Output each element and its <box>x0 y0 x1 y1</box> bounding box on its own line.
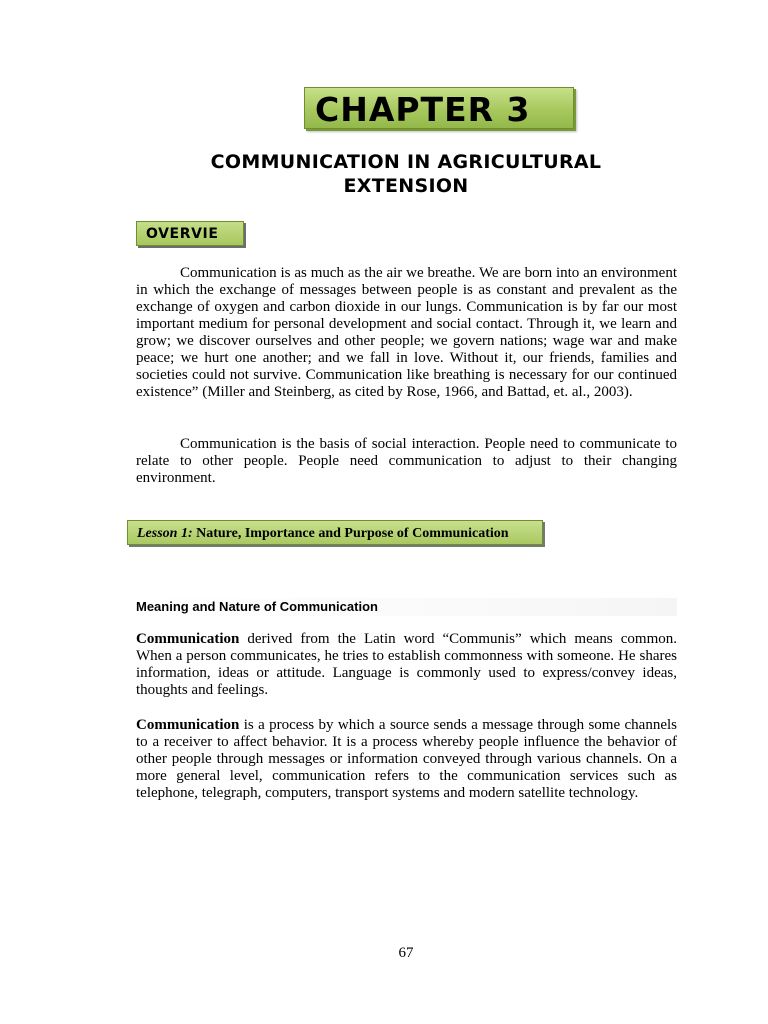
section-paragraph-1 <box>136 631 677 699</box>
lesson-banner <box>127 520 543 545</box>
lesson-heading <box>137 526 509 542</box>
overview-label: OVERVIE <box>146 226 219 242</box>
section-paragraph-1-text: derived from the Latin word “Communis” which means common. When a person communicates, he tries to establish commonness with someone. He shares information, ideas or attitude. Language is commonly used to express/convey ideas, thoughts and feelings. <box>136 631 677 698</box>
section-paragraph-2-text: is a process by which a source sends a message through some channels to a receiver to affect behavior. It is a process whereby people influence the behavior of other people through messages or information conveyed through various channels. On a more general level, communication refers to the communication services such as telephone, telegraph, computers, transport systems and modern satellite technology. <box>136 717 677 801</box>
section-paragraph-1-term: Communication <box>136 631 240 647</box>
section-paragraph-2 <box>136 717 677 802</box>
section-paragraph-2-term: Communication <box>136 717 240 733</box>
overview-banner <box>136 221 244 246</box>
overview-paragraph-2: Communication is the basis of social interaction. People need to communicate to relate to other people. People need communication to adjust to their changing environment. <box>136 436 677 486</box>
section-heading: Meaning and Nature of Communication <box>136 599 378 614</box>
chapter-title: COMMUNICATION IN AGRICULTURAL EXTENSION <box>210 151 602 197</box>
page-number: 67 <box>398 945 414 961</box>
lesson-title: Nature, Importance and Purpose of Communication <box>192 526 509 541</box>
overview-paragraph-1: Communication is as much as the air we breathe. We are born into an environment in which the exchange of messages between people is as constant and prevalent as the exchange of oxygen and carbon dioxide in our lungs. Communication is by far our most important medium for personal development and social contact. Through it, we learn and grow; we discover ourselves and other people; we govern nations; wage war and make peace; we hurt one another; and we fall in love. Without it, our friends, families and societies could not survive. Communication like breathing is necessary for our continued existence” (Miller and Steinberg, as cited by Rose, 1966, and Battad, et. al., 2003). <box>136 265 677 400</box>
chapter-banner <box>304 87 574 129</box>
chapter-label: CHAPTER 3 <box>315 90 531 129</box>
section-heading-bar <box>136 598 677 616</box>
lesson-number: Lesson 1: <box>137 526 193 541</box>
